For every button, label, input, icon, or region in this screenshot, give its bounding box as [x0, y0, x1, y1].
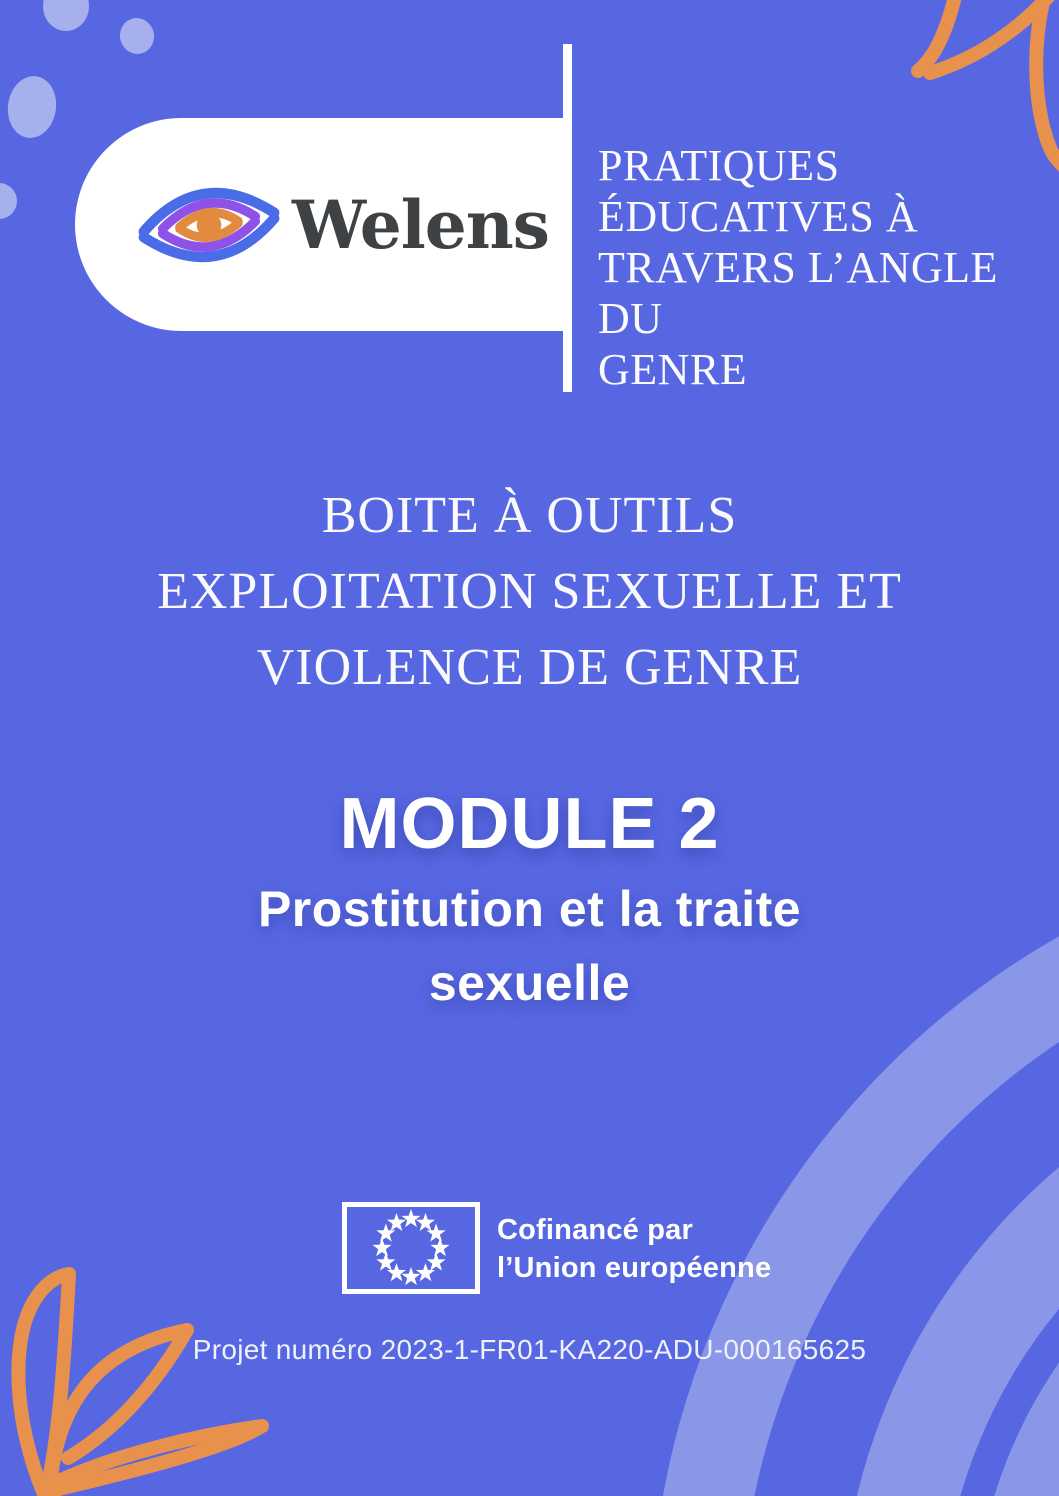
welens-eye-icon — [138, 173, 280, 277]
eu-flag-icon — [342, 1202, 480, 1294]
toolkit-title-line: BOITE À OUTILS — [321, 487, 738, 544]
brand-name: Welens — [292, 185, 549, 264]
eu-funding-label — [497, 1211, 771, 1287]
brand-logo-card — [75, 118, 565, 331]
program-title-line: GENRE — [598, 345, 748, 394]
toolkit-title-line: VIOLENCE DE GENRE — [256, 639, 803, 696]
program-title-line: PRATIQUES — [598, 141, 840, 190]
eu-funding-label-line: Cofinancé par — [497, 1214, 693, 1246]
module-subtitle — [0, 872, 1059, 1020]
module-subtitle-line: sexuelle — [428, 955, 631, 1011]
project-number: Projet numéro 2023-1-FR01-KA220-ADU-000165625 — [192, 1334, 867, 1365]
module-subtitle-line: Prostitution et la traite — [257, 881, 802, 937]
program-title-line: ÉDUCATIVES À — [598, 192, 919, 241]
toolkit-title-line: EXPLOITATION SEXUELLE ET — [157, 563, 902, 620]
program-title-line: TRAVERS L’ANGLE DU — [598, 243, 998, 343]
program-title — [598, 140, 1048, 395]
toolkit-title — [0, 478, 1059, 706]
eu-funding-label-line: l’Union européenne — [497, 1252, 772, 1284]
leaf-plant-decor — [18, 1274, 262, 1494]
module-label: MODULE 2 — [339, 784, 720, 864]
